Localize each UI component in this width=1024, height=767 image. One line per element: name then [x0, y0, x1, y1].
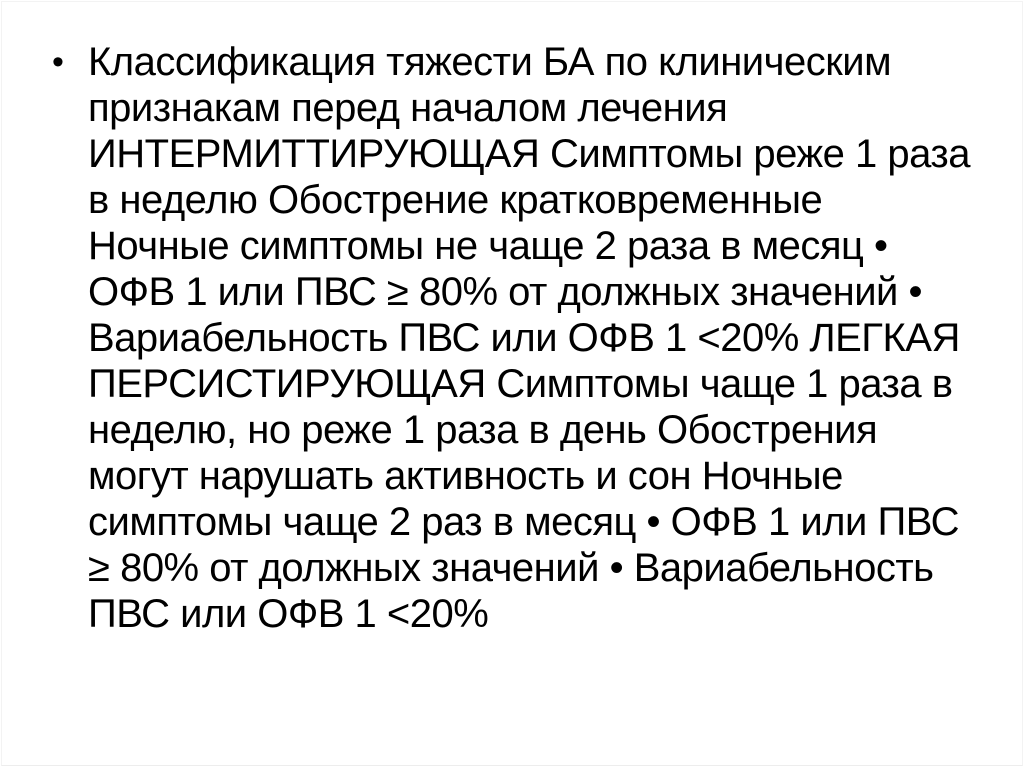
bullet-text-block: [88, 39, 970, 637]
bullet-text-line: в неделю Обострение кратковременные: [88, 178, 823, 222]
bullet-text-line: Классификация тяжести БА по клиническим: [88, 40, 892, 84]
bullet-text-line: Вариабельность ПВС или ОФВ 1 <20% ЛЕГКАЯ: [88, 316, 960, 360]
bullet-text-line: ОФВ 1 или ПВС ≥ 80% от должных значений •: [88, 270, 922, 314]
bullet-text-line: признакам перед началом лечения: [88, 86, 728, 130]
bullet-text-line: ≥ 80% от должных значений • Вариабельность: [88, 546, 934, 590]
bullet-text-line: могут нарушать активность и сон Ночные: [88, 454, 843, 498]
bullet-text-line: симптомы чаще 2 раз в месяц • ОФВ 1 или ПВС: [88, 500, 959, 544]
bullet-item: [52, 39, 970, 637]
bullet-text-line: ПВС или ОФВ 1 <20%: [88, 592, 489, 636]
bullet-text-line: Ночные симптомы не чаще 2 раза в месяц •: [88, 224, 888, 268]
bullet-text-line: неделю, но реже 1 раза в день Обострения: [88, 408, 878, 452]
bullet-text-line: ИНТЕРМИТТИРУЮЩАЯ Симптомы реже 1 раза: [88, 132, 970, 176]
bullet-text-line: ПЕРСИСТИРУЮЩАЯ Симптомы чаще 1 раза в: [88, 362, 953, 406]
bullet-marker-icon: •: [52, 43, 64, 81]
